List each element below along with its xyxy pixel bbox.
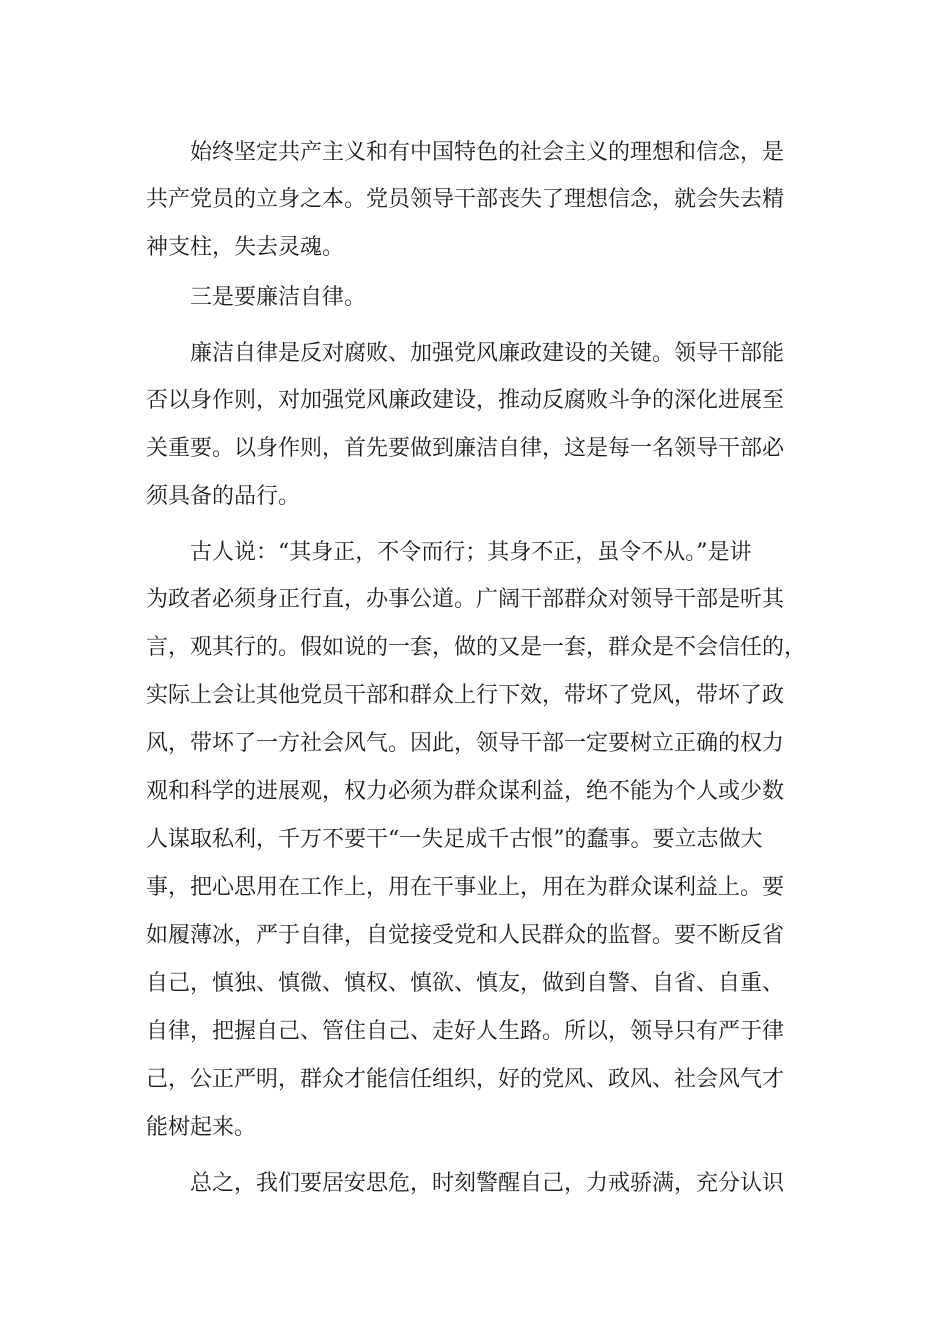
paragraph-4-line-7: 人谋取私利，千万不要干“一失足成千古恨”的蠢事。要立志做大 <box>146 827 763 852</box>
paragraph-3-line-1: 廉洁自律是反对腐败、加强党风廉政建设的关键。领导干部能 <box>190 341 785 366</box>
paragraph-4-line-6: 观和科学的进展观，权力必须为群众谋利益，绝不能为个人或少数 <box>146 779 785 804</box>
paragraph-4-line-8: 事，把心思用在工作上，用在干事业上，用在为群众谋利益上。要 <box>146 875 785 900</box>
paragraph-1-line-2: 共产党员的立身之本。党员领导干部丧失了理想信念，就会失去精 <box>146 187 785 212</box>
paragraph-5-line-1: 总之，我们要居安思危，时刻警醒自己，力戒骄满，充分认识 <box>190 1171 785 1196</box>
paragraph-3-line-4: 须具备的品行。 <box>146 484 301 509</box>
paragraph-4-line-4: 实际上会让其他党员干部和群众上行下效，带坏了党风，带坏了政 <box>146 683 785 708</box>
paragraph-4-line-1: 古人说：“其身正，不令而行；其身不正，虽令不从。”是讲 <box>190 540 752 565</box>
paragraph-4-line-12: 己，公正严明，群众才能信任组织，好的党风、政风、社会风气才 <box>146 1067 785 1092</box>
paragraph-4-line-13: 能树起来。 <box>146 1115 257 1140</box>
paragraph-1-line-1: 始终坚定共产主义和有中国特色的社会主义的理想和信念，是 <box>190 140 785 165</box>
paragraph-3-line-2: 否以身作则，对加强党风廉政建设，推动反腐败斗争的深化进展至 <box>146 388 785 413</box>
paragraph-2-line-1: 三是要廉洁自律。 <box>190 285 367 310</box>
paragraph-4-line-5: 风，带坏了一方社会风气。因此，领导干部一定要树立正确的权力 <box>146 731 785 756</box>
paragraph-4-line-3: 言，观其行的。假如说的一套，做的又是一套，群众是不会信任的， <box>146 635 807 660</box>
paragraph-4-line-9: 如履薄冰，严于自律，自觉接受党和人民群众的监督。要不断反省 <box>146 923 785 948</box>
paragraph-4-line-11: 自律，把握自己、管住自己、走好人生路。所以，领导只有严于律 <box>146 1019 785 1044</box>
paragraph-1-line-3: 神支柱，失去灵魂。 <box>146 235 345 260</box>
paragraph-4-line-2: 为政者必须身正行直，办事公道。广阔干部群众对领导干部是听其 <box>146 587 785 612</box>
paragraph-3-line-3: 关重要。以身作则，首先要做到廉洁自律，这是每一名领导干部必 <box>146 436 785 461</box>
paragraph-4-line-10: 自己，慎独、慎微、慎权、慎欲、慎友，做到自警、自省、自重、 <box>146 971 785 996</box>
